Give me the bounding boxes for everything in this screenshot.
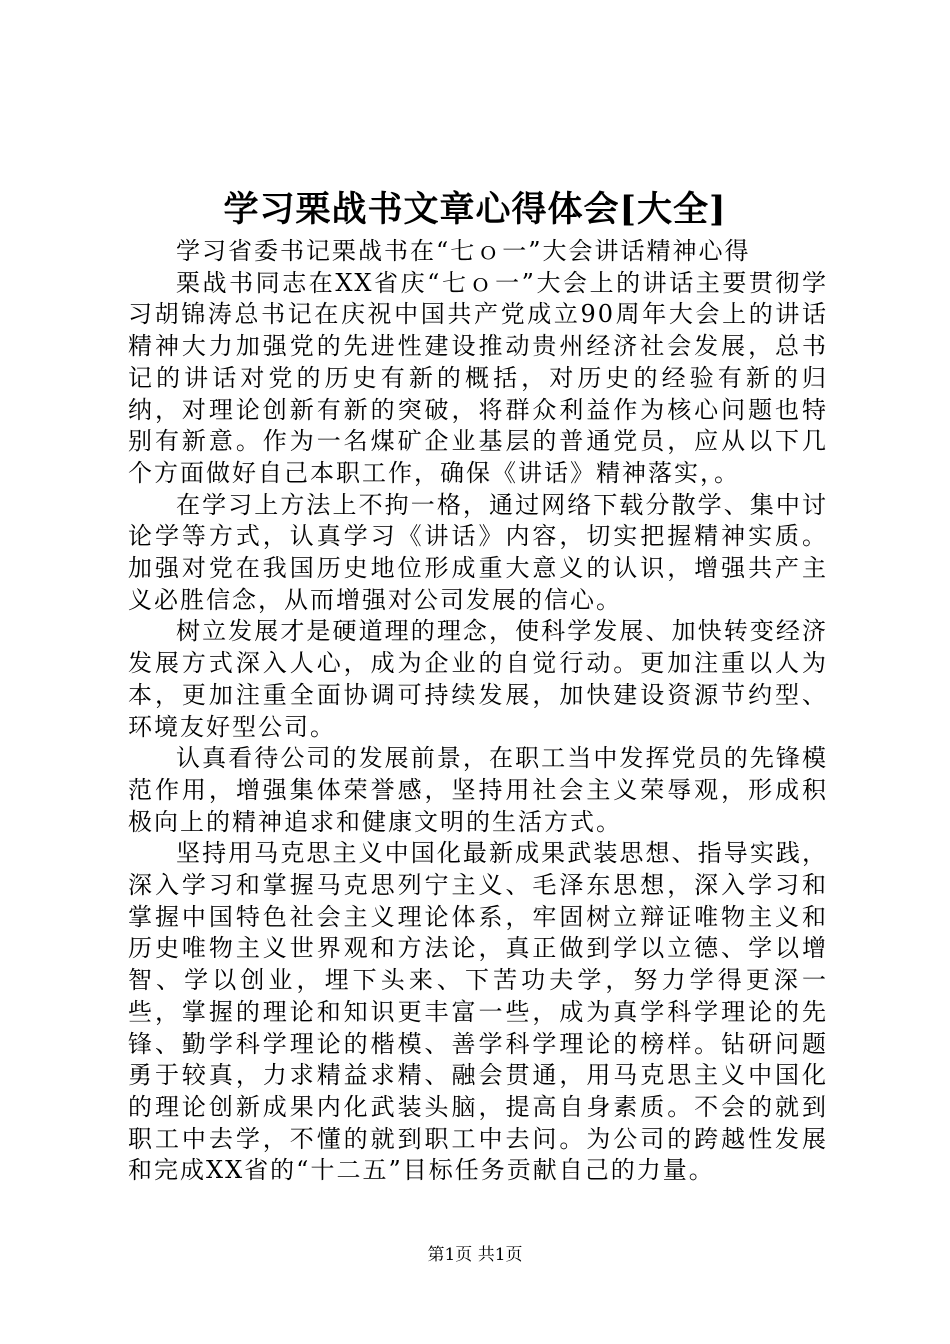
- paragraph: 坚持用马克思主义中国化最新成果武装思想、指导实践，深入学习和掌握马克思列宁主义、毛泽东思想，深入学习和掌握中国特色社会主义理论体系，牢固树立辩证唯物主义和历史唯物主义世界观和方法论，真正做到学以立德、学以增智、学以创业，埋下头来、下苦功夫学，努力学得更深一些，掌握的理论和知识更丰富一些，成为真学科学理论的先锋、勤学科学理论的楷模、善学科学理论的榜样。钻研问题勇于较真，力求精益求精、融会贯通，用马克思主义中国化的理论创新成果内化武装头脑，提高自身素质。不会的就到职工中去学，不懂的就到职工中去问。为公司的跨越性发展和完成XX省的“十二五”目标任务贡献自己的力量。: [128, 839, 828, 1185]
- document-body: [128, 236, 828, 1187]
- document-title: 学习栗战书文章心得体会[大全]: [223, 189, 727, 230]
- paragraph: 树立发展才是硬道理的理念，使科学发展、加快转变经济发展方式深入人心，成为企业的自觉行动。更加注重以人为本，更加注重全面协调可持续发展，加快建设资源节约型、环境友好型公司。: [128, 617, 828, 741]
- paragraph: 栗战书同志在XX省庆“七ｏ一”大会上的讲话主要贯彻学习胡锦涛总书记在庆祝中国共产党成立90周年大会上的讲话精神大力加强党的先进性建设推动贵州经济社会发展，总书记的讲话对党的历史有新的概括，对历史的经验有新的归纳，对理论创新有新的突破，将群众利益作为核心问题也特别有新意。作为一名煤矿企业基层的普通党员，应从以下几个方面做好自己本职工作，确保《讲话》精神落实，。: [128, 268, 828, 487]
- paragraph: 认真看待公司的发展前景，在职工当中发挥党员的先锋模范作用，增强集体荣誉感，坚持用社会主义荣辱观，形成积极向上的精神追求和健康文明的生活方式。: [128, 744, 828, 836]
- paragraph: 在学习上方法上不拘一格，通过网络下载分散学、集中讨论学等方式，认真学习《讲话》内容，切实把握精神实质。加强对党在我国历史地位形成重大意义的认识，增强共产主义必胜信念，从而增强对公司发展的信心。: [128, 490, 828, 614]
- page-footer: 第1页 共1页: [427, 1245, 523, 1265]
- paragraph-subtitle: 学习省委书记栗战书在“七ｏ一”大会讲话精神心得: [176, 237, 751, 265]
